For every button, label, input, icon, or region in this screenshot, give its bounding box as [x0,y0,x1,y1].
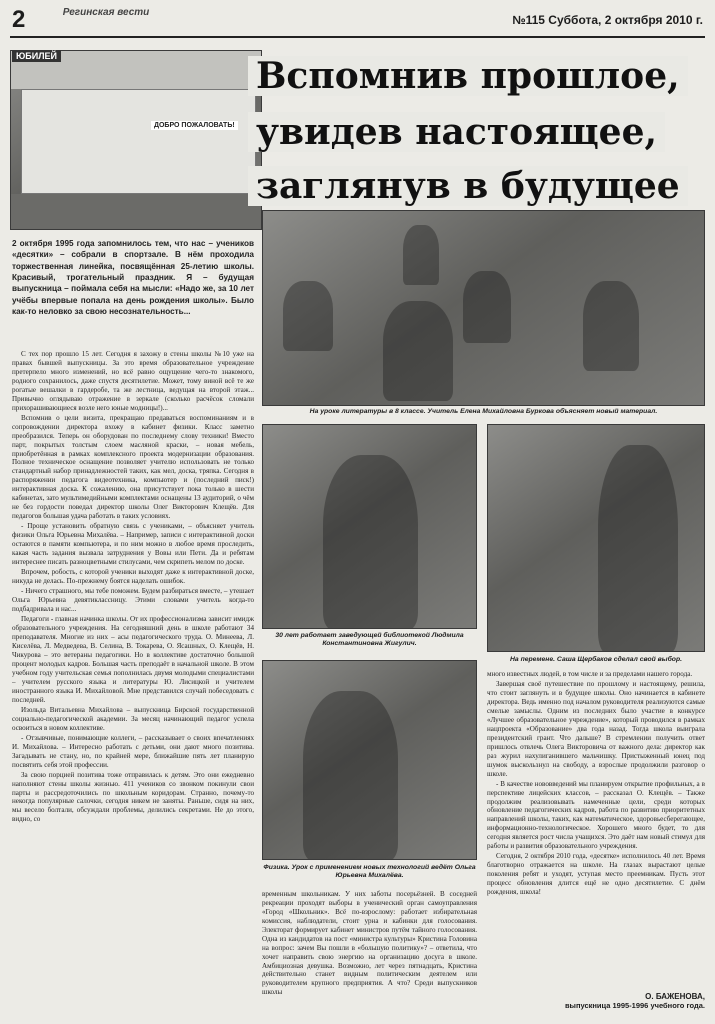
col1-p7: Изольда Витальевна Михайлова – выпускница Бирской государственной социально-педагогической академии. За месяц начинающий педагог успела освоиться в новом коллективе. [12,705,254,732]
col1-p4: Впрочем, робость, с которой ученики выходят даже к интерактивной доске, никуда не делась. По-прежнему боятся наделать ошибок. [12,568,254,585]
lead-paragraph: 2 октября 1995 года запомнилось тем, что нас – учеников «десятки» – собрали в спортзале. В нём проходила торжественная линейка, посвящённая 25-летию школы. Красивый, трогательный праздник. Я – будущая выпускница – поймала себя на мысли: «Надо же, за 10 лет учёбы впервые попала на день рождения школы». Было как-то неловко за свою несознательность... [12,239,254,316]
classroom-photo [262,210,705,406]
building [21,89,256,194]
headline-line-3: заглянув в будущее [248,166,688,206]
library-photo [262,424,477,629]
rubric-label: ЮБИЛЕЙ [12,50,61,62]
paper-logo: Регинская вести [62,7,150,18]
caption-library: 30 лет работает заведующей библиотекой Людмила Константиновна Жигулич. [275,632,464,648]
school-building-photo [10,50,262,230]
author-note: выпускница 1995-1996 учебного года. [564,1001,705,1010]
issue-info: №115 Суббота, 2 октября 2010 г. [512,13,703,27]
col1-p2: Вспомнив о цели визита, прекращаю предаваться воспоминаниям и в сопровождении директора вхожу в кабинет физики. Класс заметно преобразился. Теперь он оборудован по последнему слову техники! Вместо парт, покрытых толстым слоем масляной краски, – новая мебель, приобретённая в рамках комплексного проекта модернизации образования. Полное техническое оснащение позволяет учителю использовать не только стандартный набор принадлежностей таких, как мел, доска, тряпка. Сегодня в распоряжении педагога видеотехника, компьютер и (последний писк!) интерактивная доска. К сожалению, она присутствует пока только в шести кабинетах, зато мультимедийными комплектами оснащены 13 аудиторий, о чём не без гордости поведал директор школы Олег Викторович Клещёв. Для педагогов большая удача работать в таких условиях. [12,413,254,521]
caption-literature: На уроке литературы в 8 классе. Учитель Елена Михайловна Буркова объясняет новый материал. [309,408,658,415]
author-name: О. БАЖЕНОВА, [645,992,705,1001]
article-column-3 [487,670,705,970]
col3-p1: много известных людей, в том числе и за пределами нашего города. [487,670,693,678]
col3-p2: Завершая своё путешествие по прошлому и настоящему, решила, что стоит заглянуть и в будущее школы. Оно начинается в кабинете директора. Ведь именно под началом руководителя реализуются самые смелые замыслы. Одним из последних было участие в конкурсе «Лучшее образовательное учреждение», который проводился в рамках нацпроекта «Образование» два года назад. Тогда школа выиграла президентский грант. Что дальше? В стремлении получить ответ пришлось отвлечь Олега Викторовича от важного дела: директор как раз журил нахулиганившего мальчишку. Пристыженный юнец под шумок выскользнул на свободу, а взрослые продолжили разговор о школе. [487,680,705,778]
col1-p8: - Отзывчивые, понимающие коллеги, – рассказывает о своих впечатлениях И. Михайлова. – Интересно работать с детьми, они дают много позитива. Загадывать не стану, но, по крайней мере, ближайшие пять лет планирую посвятить себя этой профессии. [12,733,254,769]
header-rule [10,36,705,38]
col2-p1: временным школьникам. У них заботы посерьёзней. В соседней рекреации проходят выборы в ученический орган самоуправления «Город «Школьник». Всё по-взрослому: работает избирательная комиссия, наблюдатели, стоит урна и кабинки для голосования. Электорат формирует кабинет министров путём тайного голосования. Одна из кандидатов на пост «министра культуры» Кристина Головина на вопрос: зачем Вы пошли в «большую политику»? – ответила, что хочет направить свою энергию на организацию досуга в школе. Амбициозная девушка. Возможно, лет через пятнадцать, Кристина действительно станет видным политическим деятелем или руководителем крупного предприятия. А что? Среди выпускников школы [262,890,477,997]
page-number: 2 [12,6,26,33]
page-header [0,0,715,40]
caption-break: На перемене. Саша Щербаков сделал свой выбор. [510,656,682,663]
ground [11,194,261,230]
col1-p1: С тех пор прошло 15 лет. Сегодня я захожу в стены школы №10 уже на правах бывшей выпускницы. За это время образовательное учреждение претерпело много изменений, но всё равно ощущение чего-то знакомого, родного сохранилось, даже спустя десятилетие. Может, тому виной всё те же рогатые вешалки в гардеробе, та же лестница, ведущая на второй этаж... Привычно оглядываю отражение в зеркале (сколько расчёсок сломали прихорашивающиеся возле него юные модницы!)... [12,350,254,412]
col3-p4: Сегодня, 2 октября 2010 года, «десятке» исполнилось 40 лет. Время благотворно отражается на школе. На глазах вырастают целые поколения ребят и уходят, уступая место преемникам. Пусть этот процесс обновления длится ещё не одно десятилетие. С днём рождения, школа! [487,852,705,897]
author-signature [487,992,705,1010]
article-column-2 [262,890,477,1024]
school-sign: ДОБРО ПОЖАЛОВАТЬ! [151,121,238,130]
col1-p6: Педагоги - главная начинка школы. От их профессионализма зависит имидж образовательного учреждения. На сегодняшний день в школе работают 34 преподавателя. Многие из них – асы педагогического труда. О. Минеева, Л. Киселёва, Л. Медведева, В. Селина, В. Токарева, О. Ясашных, О. Клещёв, Н. Чикурова – это ветераны педагогики. Но в коллективе достаточно большой процент молодых кадров. Большая часть преподаёт в начальной школе. В этом учебном году учительская семья пополнилась двумя молодыми специалистами – учителем русского языка и литературы Ю. Лисицкой и учителем иностранного языка И. Михайловой. Мне представился случай побеседовать с последней. [12,615,254,704]
break-photo [487,424,705,652]
col1-p5: - Ничего страшного, мы тебе поможем. Будем разбираться вместе, – утешает Ольга Юрьевна девятиклассницу. Этими словами учитель когда-то подбадривала и нас... [12,587,254,613]
headline-line-2: увидев настоящее, [248,112,665,152]
physics-photo [262,660,477,860]
col1-p3: - Проще установить обратную связь с учениками, – объясняет учитель физики Ольга Юрьевна Михалёва. – Например, записи с интерактивной доски остаются в памяти компьютера, и по ним можно в любое время проследить, какая часть задания вызвала затруднения у Вовы или Пети. Да и ребятам интереснее писать разноцветными стилусами, чем скрипеть мелом по доске. [12,522,254,566]
col1-p9: За свою порцией позитива тоже отправилась к детям. Это они ежедневно наполняют стены школы жизнью. 411 учеников со звонком покинули свои парты и рассредоточились по школьным коридорам. Странно, почему-то некогда популярные салочки, сегодня никем не заняты. Раньше, сидя на них, мы весело болтали, обсуждали проблемы, делились секретами. Не до этого, видно, со [12,770,254,824]
article-column-1 [12,350,254,1024]
headline-line-1: Вспомнив прошлое, [248,56,688,96]
caption-physics: Физика. Урок с применением новых технологий ведёт Ольга Юрьевна Михалёва. [263,864,476,880]
col3-p3: - В качестве нововведений мы планируем открытие профильных, а в перспективе лицейских классов, – рассказал О. Клещёв. – Также продолжим реализовывать намеченные цели, среди которых обновление педагогических кадров, работа по развитию приоритетных направлений школы, таких, как математическое, здоровьесберегающее, информационно-технологическое. Хорошего много будет, то для сегодня является рост числа учащихся. Это даёт нам новый стимул для работы и развития образовательного учреждения. [487,779,705,851]
